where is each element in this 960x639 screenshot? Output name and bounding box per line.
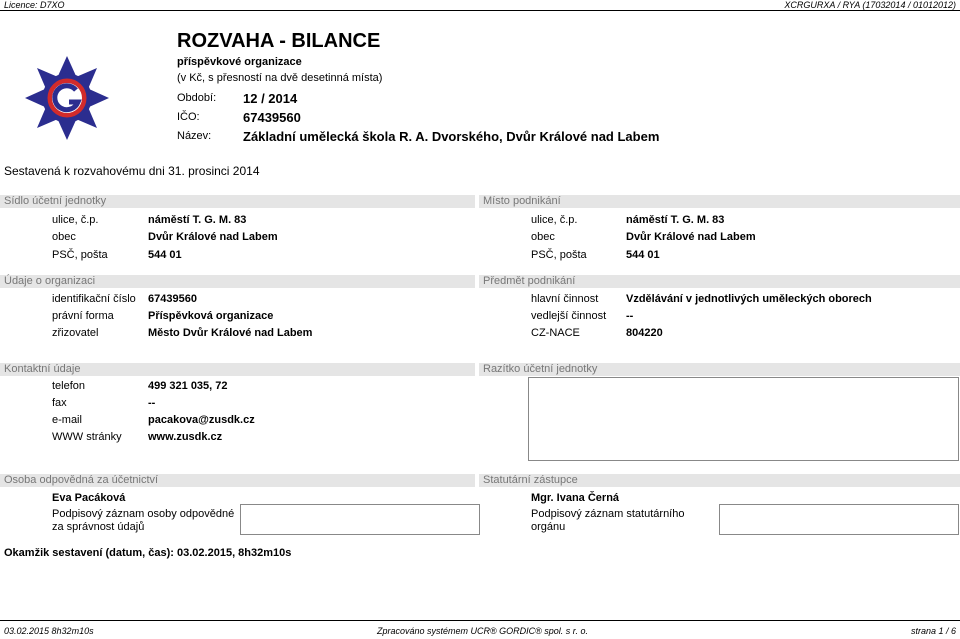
row-value: Dvůr Králové nad Labem: [626, 231, 756, 243]
page-footer: [0, 620, 960, 637]
statutar-sig-label-2: orgánu: [531, 521, 566, 533]
row-label: CZ-NACE: [531, 327, 580, 339]
statutar-signature-box: [719, 504, 959, 535]
row-value: 544 01: [626, 249, 660, 261]
row-value: 804220: [626, 327, 663, 339]
ico-value: 67439560: [243, 110, 301, 125]
currency-note: (v Kč, s přesností na dvě desetinná místa): [177, 72, 383, 84]
osoba-sig-label-2: za správnost údajů: [52, 521, 145, 533]
section-osoba-heading: Osoba odpovědná za účetnictví: [0, 474, 475, 487]
row-label: zřizovatel: [52, 327, 99, 339]
section-statutar-heading: Statutární zástupce: [479, 474, 960, 487]
page-title: ROZVAHA - BILANCE: [177, 30, 381, 52]
row-label: PSČ, pošta: [52, 249, 108, 261]
compilation-time: Okamžik sestavení (datum, čas): 03.02.2015, 8h32m10s: [4, 547, 292, 559]
section-misto-heading: Místo podnikání: [479, 195, 960, 208]
row-label: ulice, č.p.: [52, 214, 99, 226]
row-label: obec: [52, 231, 76, 243]
statutar-name: Mgr. Ivana Černá: [531, 492, 620, 504]
row-value: 544 01: [148, 249, 182, 261]
osoba-signature-box: [240, 504, 480, 535]
report-code: XCRGURXA / RYA (17032014 / 01012012): [784, 0, 956, 10]
row-value: www.zusdk.cz: [148, 431, 223, 443]
section-kontakt-heading: Kontaktní údaje: [0, 363, 475, 376]
ico-label: IČO:: [177, 111, 200, 123]
row-value: náměstí T. G. M. 83: [148, 214, 247, 226]
row-value: Příspěvková organizace: [148, 310, 274, 322]
balance-date: Sestavená k rozvahovému dni 31. prosinci 2014: [4, 164, 260, 178]
section-udaje-heading: Údaje o organizaci: [0, 275, 475, 288]
page-subtitle: příspěvkové organizace: [177, 56, 302, 68]
obdobi-value: 12 / 2014: [243, 91, 298, 106]
row-label: PSČ, pošta: [531, 249, 587, 261]
nazev-label: Název:: [177, 130, 212, 142]
row-label: právní forma: [52, 310, 114, 322]
footer-page: strana 1 / 6: [910, 626, 956, 636]
licence-text: Licence: D7XO: [4, 0, 65, 10]
obdobi-label: Období:: [177, 92, 217, 104]
top-bar: [0, 0, 960, 11]
row-value: --: [626, 310, 634, 322]
osoba-name: Eva Pacáková: [52, 492, 126, 504]
row-label: telefon: [52, 380, 86, 392]
row-value: --: [148, 397, 156, 409]
row-label: identifikační číslo: [52, 293, 136, 305]
row-value: 499 321 035, 72: [148, 380, 228, 392]
row-value: pacakova@zusdk.cz: [148, 414, 255, 426]
row-value: Město Dvůr Králové nad Labem: [148, 327, 313, 339]
row-label: obec: [531, 231, 555, 243]
row-label: e-mail: [52, 414, 82, 426]
row-value: Dvůr Králové nad Labem: [148, 231, 278, 243]
section-predmet-heading: Předmět podnikání: [479, 275, 960, 288]
row-label: ulice, č.p.: [531, 214, 578, 226]
stamp-box: [528, 377, 959, 461]
row-label: WWW stránky: [52, 431, 122, 443]
row-label: hlavní činnost: [531, 293, 599, 305]
section-razitko-heading: Razítko účetní jednotky: [479, 363, 960, 376]
footer-timestamp: 03.02.2015 8h32m10s: [4, 626, 94, 636]
statutar-sig-label-1: Podpisový záznam statutárního: [531, 508, 685, 520]
nazev-value: Základní umělecká škola R. A. Dvorského, Dvůr Králové nad Labem: [243, 129, 660, 144]
row-label: fax: [52, 397, 67, 409]
section-sidlo-heading: Sídlo účetní jednotky: [0, 195, 475, 208]
footer-system: Zpracováno systémem UCR® GORDIC® spol. s r. o.: [377, 626, 588, 636]
row-value: 67439560: [148, 293, 197, 305]
row-value: náměstí T. G. M. 83: [626, 214, 725, 226]
row-value: Vzdělávání v jednotlivých uměleckých oborech: [626, 293, 872, 305]
organization-logo: [22, 55, 112, 141]
row-label: vedlejší činnost: [531, 310, 607, 322]
osoba-sig-label-1: Podpisový záznam osoby odpovědné: [52, 508, 235, 520]
